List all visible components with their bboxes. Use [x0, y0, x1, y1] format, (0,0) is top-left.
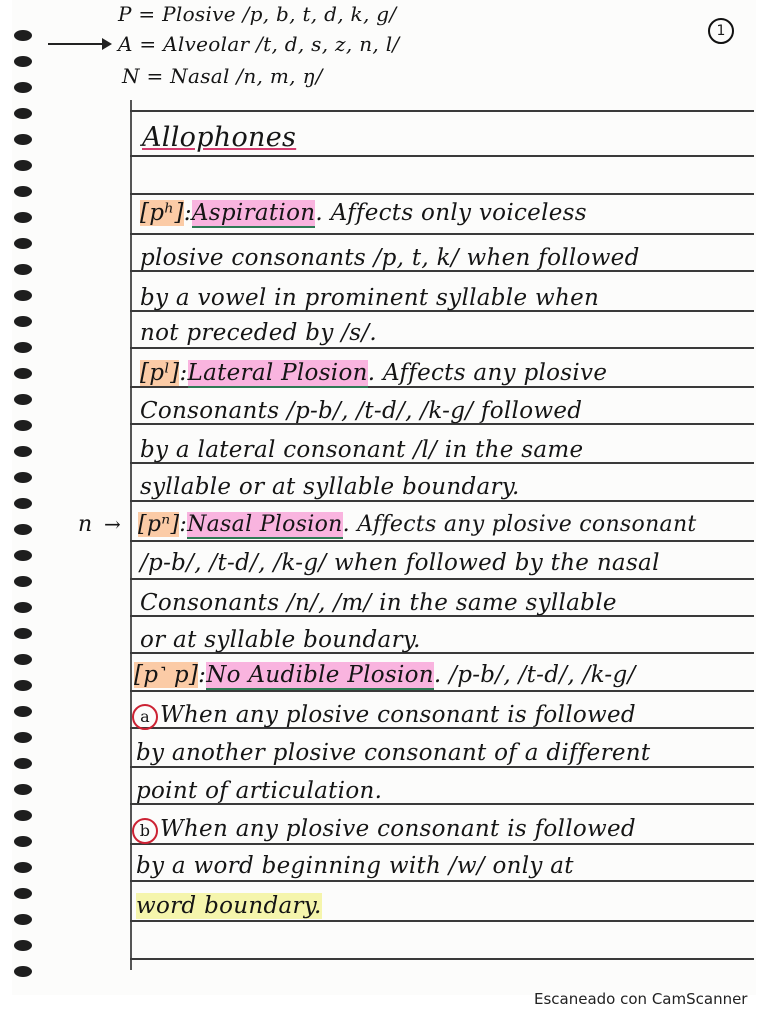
spiral-hole	[14, 732, 32, 743]
case-b-line-1	[132, 816, 636, 844]
aspiration-term: Aspiration	[191, 200, 316, 226]
nasal-term: Nasal Plosion	[187, 512, 343, 537]
nasal-symbol: [pⁿ]	[138, 512, 180, 537]
lateral-line-3: by a lateral consonant /l/ in the same	[140, 437, 584, 463]
spiral-hole	[14, 888, 32, 899]
spiral-hole	[14, 784, 32, 795]
spiral-hole	[14, 602, 32, 613]
spiral-hole	[14, 758, 32, 769]
spiral-hole	[14, 420, 32, 431]
ruled-line	[130, 920, 754, 922]
page-title: Allophones	[142, 122, 297, 153]
spiral-hole	[14, 56, 32, 67]
ruled-line	[130, 155, 754, 157]
spiral-hole	[14, 290, 32, 301]
nasal-line-4: or at syllable boundary.	[140, 627, 421, 653]
spiral-hole	[14, 576, 32, 587]
spiral-hole	[14, 498, 32, 509]
spiral-hole	[14, 264, 32, 275]
arrow-line	[48, 43, 106, 45]
ruled-line	[130, 578, 754, 580]
ruled-line	[130, 110, 754, 112]
plosive-note: P = Plosive /p, b, t, d, k, g/	[118, 2, 397, 26]
nasal-line-1: [pⁿ]:Nasal Plosion. Affects any plosive consonant	[138, 512, 697, 537]
lateral-line-2: Consonants /p-b/, /t-d/, /k-g/ followed	[140, 398, 583, 424]
ruled-line	[130, 880, 754, 882]
case-a-line-2: by another plosive consonant of a different	[136, 740, 651, 766]
no-audible-term: No Audible Plosion	[206, 662, 434, 688]
spiral-hole	[14, 342, 32, 353]
no-audible-symbol: [p˺ p]	[134, 662, 199, 688]
spiral-hole	[14, 550, 32, 561]
lateral-term: Lateral Plosion	[187, 360, 368, 386]
ruled-line	[130, 500, 754, 502]
spiral-binding	[0, 0, 50, 1000]
spiral-hole	[14, 862, 32, 873]
alveolar-note: A = Alveolar /t, d, s, z, n, l/	[118, 32, 400, 56]
case-b-text-1: When any plosive consonant is followed	[160, 816, 636, 842]
lateral-symbol: [pˡ]	[140, 360, 180, 386]
ruled-line	[130, 347, 754, 349]
spiral-hole	[14, 966, 32, 977]
spiral-hole	[14, 524, 32, 535]
ruled-line	[130, 766, 754, 768]
aspiration-symbol: [pʰ]	[140, 200, 184, 226]
spiral-hole	[14, 914, 32, 925]
spiral-hole	[14, 212, 32, 223]
aspiration-line-3: by a vowel in prominent syllable when	[140, 285, 600, 311]
aspiration-line-2: plosive consonants /p, t, k/ when followed	[140, 245, 640, 271]
nasal-note: N = Nasal /n, m, ŋ/	[122, 64, 323, 88]
ruled-line	[130, 958, 754, 960]
spiral-hole	[14, 446, 32, 457]
nasal-line-2: /p-b/, /t-d/, /k-g/ when followed by the nasal	[140, 550, 660, 576]
case-b-marker: b	[132, 818, 158, 844]
aspiration-line-1: [pʰ]:Aspiration. Affects only voiceless	[140, 200, 587, 226]
spiral-hole	[14, 108, 32, 119]
nasal-line-3: Consonants /n/, /m/ in the same syllable	[140, 590, 617, 616]
nasal-tail: . Affects any plosive consonant	[342, 512, 697, 537]
case-a-line-3: point of articulation.	[136, 778, 383, 804]
spiral-hole	[14, 160, 32, 171]
spiral-hole	[14, 628, 32, 639]
lateral-line-4: syllable or at syllable boundary.	[140, 474, 520, 500]
nasal-margin-note: n	[78, 512, 93, 537]
case-a-line-1	[132, 702, 636, 730]
spiral-hole	[14, 316, 32, 327]
no-audible-line-1: [p˺ p]:No Audible Plosion. /p-b/, /t-d/, /k-g/	[134, 662, 636, 688]
spiral-hole	[14, 30, 32, 41]
case-b-line-3	[136, 893, 322, 919]
spiral-hole	[14, 134, 32, 145]
spiral-hole	[14, 186, 32, 197]
ruled-line	[130, 690, 754, 692]
lateral-line-1: [pˡ]:Lateral Plosion. Affects any plosive	[140, 360, 608, 386]
spiral-hole	[14, 368, 32, 379]
case-b-line-2: by a word beginning with /w/ only at	[136, 853, 574, 879]
no-audible-tail: . /p-b/, /t-d/, /k-g/	[433, 662, 636, 688]
case-a-marker: a	[132, 704, 158, 730]
ruled-line	[130, 540, 754, 542]
arrow-icon	[102, 38, 112, 50]
ruled-line	[130, 193, 754, 195]
nasal-arrow-icon: →	[104, 512, 122, 536]
spiral-hole	[14, 472, 32, 483]
ruled-line	[130, 233, 754, 235]
case-b-text-3: word boundary.	[136, 893, 322, 919]
spiral-hole	[14, 940, 32, 951]
spiral-hole	[14, 680, 32, 691]
spiral-hole	[14, 238, 32, 249]
spiral-hole	[14, 810, 32, 821]
page-number: 1	[708, 18, 734, 44]
scanner-watermark: Escaneado con CamScanner	[534, 990, 748, 1008]
spiral-hole	[14, 654, 32, 665]
lateral-tail: . Affects any plosive	[367, 360, 608, 386]
spiral-hole	[14, 836, 32, 847]
aspiration-line-4: not preceded by /s/.	[140, 320, 378, 346]
case-a-text-1: When any plosive consonant is followed	[160, 702, 636, 728]
spiral-hole	[14, 82, 32, 93]
aspiration-tail: . Affects only voiceless	[315, 200, 587, 226]
spiral-hole	[14, 706, 32, 717]
spiral-hole	[14, 394, 32, 405]
